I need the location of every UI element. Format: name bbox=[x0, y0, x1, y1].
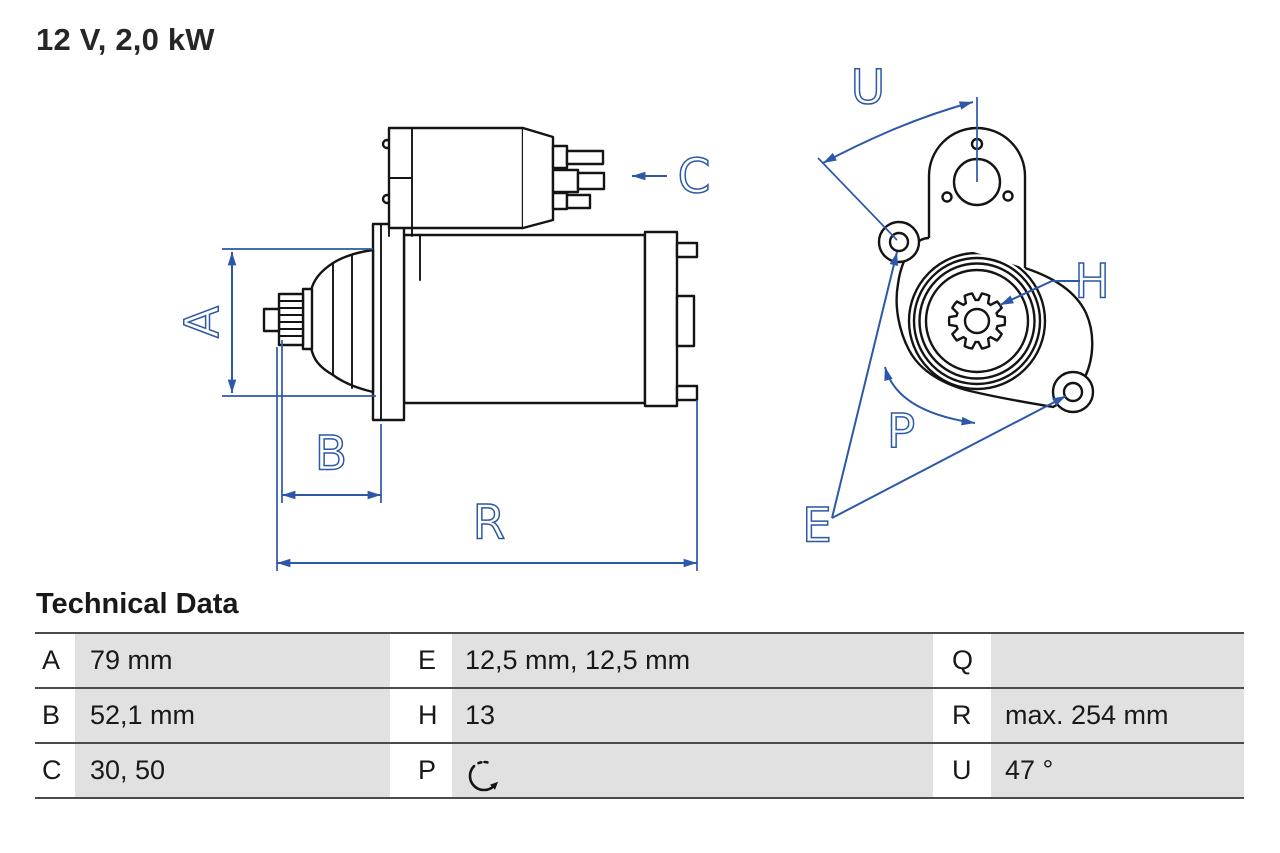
dim-e-leader-top bbox=[832, 252, 897, 518]
row-label-p: P bbox=[390, 744, 452, 797]
front-view bbox=[879, 128, 1093, 412]
value-b: 52,1 mm bbox=[75, 689, 390, 742]
row-label-u: U bbox=[933, 744, 991, 797]
dim-label-u: U bbox=[850, 60, 886, 116]
value-r: max. 254 mm bbox=[991, 689, 1244, 742]
table-row bbox=[35, 687, 1244, 742]
dim-label-p: P bbox=[886, 404, 916, 460]
end-cap-bottom-nub bbox=[677, 386, 697, 400]
row-label-a: A bbox=[35, 634, 75, 687]
row-label-b: B bbox=[35, 689, 75, 742]
side-view bbox=[264, 128, 697, 420]
end-cap bbox=[645, 232, 677, 406]
technical-data-heading: Technical Data bbox=[36, 588, 239, 620]
dim-label-c: C bbox=[677, 149, 711, 205]
end-cap-terminal-boss bbox=[677, 296, 694, 346]
solenoid-terminals bbox=[553, 146, 604, 209]
pinion-collar bbox=[303, 289, 312, 349]
pinion-shaft-stub bbox=[264, 309, 279, 331]
dim-e-leader-bottom bbox=[832, 396, 1066, 518]
technical-data-table bbox=[35, 632, 1244, 799]
row-label-c: C bbox=[35, 744, 75, 797]
counterclockwise-rotation-icon bbox=[465, 757, 503, 795]
dim-label-e: E bbox=[802, 498, 832, 554]
dim-label-b: B bbox=[314, 426, 348, 482]
dim-label-r: R bbox=[472, 495, 506, 551]
value-a: 79 mm bbox=[75, 634, 390, 687]
row-label-q: Q bbox=[933, 634, 991, 687]
dim-label-a: A bbox=[175, 305, 231, 339]
value-u: 47 ° bbox=[991, 744, 1244, 797]
mounting-hole-bottom-right bbox=[1064, 383, 1082, 401]
value-c: 30, 50 bbox=[75, 744, 390, 797]
pinion-shaft-hole bbox=[965, 309, 989, 333]
table-row bbox=[35, 742, 1244, 797]
value-h: 13 bbox=[452, 689, 933, 742]
mounting-flange bbox=[373, 224, 404, 420]
value-q bbox=[991, 634, 1244, 687]
dim-label-h: H bbox=[1074, 254, 1110, 310]
solenoid-cap bbox=[523, 128, 553, 228]
table-row bbox=[35, 632, 1244, 687]
motor-body bbox=[404, 235, 645, 403]
tab-tiny-hole-left bbox=[943, 193, 952, 202]
page-title: 12 V, 2,0 kW bbox=[36, 22, 215, 57]
row-label-h: H bbox=[390, 689, 452, 742]
drive-housing-cone bbox=[311, 250, 373, 392]
end-cap-top-nub bbox=[677, 243, 697, 257]
row-label-e: E bbox=[390, 634, 452, 687]
value-e: 12,5 mm, 12,5 mm bbox=[452, 634, 933, 687]
tab-tiny-hole-right bbox=[1004, 192, 1013, 201]
value-p bbox=[452, 744, 933, 797]
row-label-r: R bbox=[933, 689, 991, 742]
